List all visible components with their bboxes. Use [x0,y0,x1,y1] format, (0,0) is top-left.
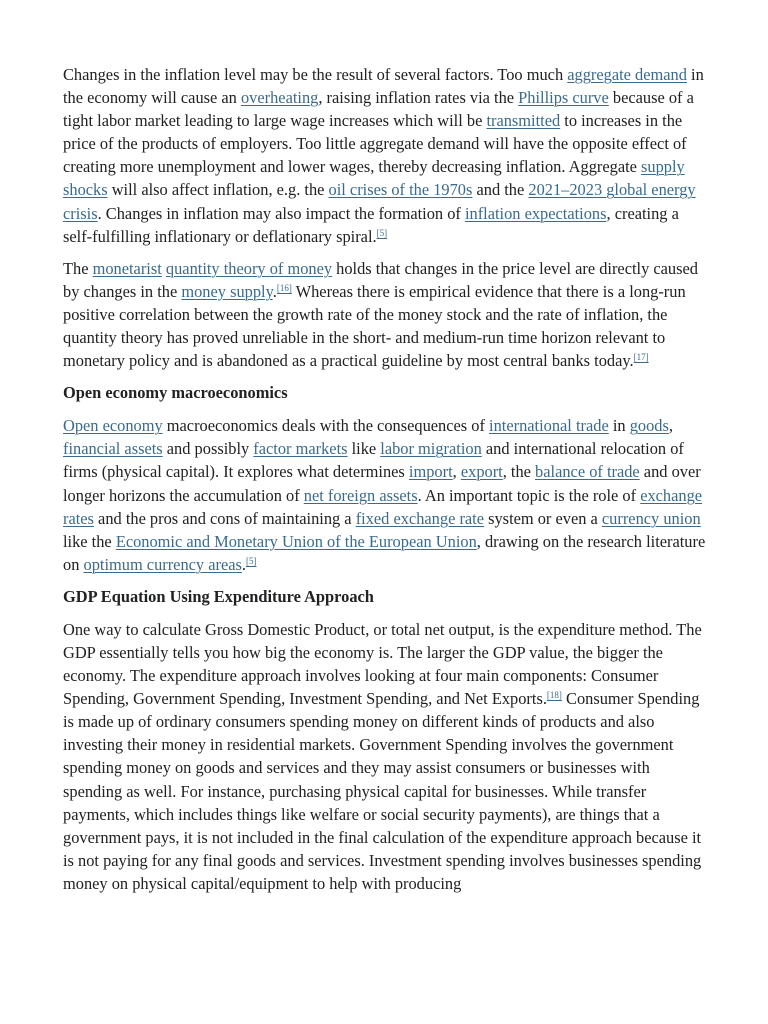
link-net-foreign-assets[interactable]: net foreign assets [303,485,418,505]
link-factor-markets[interactable]: factor markets [253,439,348,459]
link-fixed-exchange-rate[interactable]: fixed exchange rate [355,508,485,528]
citation-ref [377,228,388,238]
link-quantity-theory[interactable]: quantity theory of money [165,258,333,278]
citation-link-5[interactable]: [5] [376,227,388,238]
citation-link-17[interactable]: [17] [633,352,649,363]
link-labor-migration[interactable]: labor migration [380,439,482,459]
link-phillips-curve[interactable]: Phillips curve [518,88,609,108]
citation-ref [634,352,649,362]
citation-link-18[interactable]: [18] [546,690,562,701]
link-oil-crises[interactable]: oil crises of the 1970s [328,180,473,200]
link-emu[interactable]: Economic and Monetary Union of the European Union [115,531,477,551]
section-heading-gdp-equation: GDP Equation Using Expenditure Approach [63,586,374,606]
link-exchange-rates[interactable]: exchange rates [63,485,703,528]
paragraph-gdp-expenditure: One way to calculate Gross Domestic Product, or total net output, is the expenditure method. The GDP essentially tells you how big the economy is. The larger the GDP value, the bigger the economy. The expenditure approach involves looking at four main components: Consumer Spending, Government Spending, Investment Spending, and Net Exports.[18] Consumer Spending is made up of ordinary consumers spending money on different kinds of products and also investing their money in residential markets. Government Spending involves the government spending money on goods and services and they may assist consumers or businesses with spending as well. For instance, purchasing physical capital for businesses. While transfer payments, which includes things like welfare or social security payments), are things that a government pays, it is not included in the final calculation of the expenditure approach because it is not paying for any final goods and services. Investment spending involves businesses spending money on physical capital/equipment to help with producing [63,619,702,893]
link-money-supply[interactable]: money supply [181,281,273,301]
section-heading-open-economy: Open economy macroeconomics [63,383,288,403]
link-import[interactable]: import [408,462,453,482]
link-supply-shocks[interactable]: supply shocks [63,157,685,200]
link-inflation-expectations[interactable]: inflation expectations [464,203,607,223]
citation-link-16[interactable]: [16] [276,282,292,293]
link-balance-of-trade[interactable]: balance of trade [535,462,640,482]
citation-link-5b[interactable]: [5] [246,555,257,566]
link-open-economy[interactable]: Open economy [63,416,163,436]
link-goods[interactable]: goods [629,416,669,436]
link-energy-crisis[interactable]: 2021–2023 global energy crisis [63,180,696,223]
paragraph-monetarist: The monetarist quantity theory of money holds that changes in the price level are directly caused by changes in the money supply.[16] Whereas there is empirical evidence that there is a long-run positive correlation between the growth rate of the money stock and the rate of inflation, the quantity theory has proved unreliable in the short- and medium-run time horizon relevant to monetary policy and is abandoned as a practical guideline by most central banks today.[17] [63,258,698,371]
link-financial-assets[interactable]: financial assets [63,439,163,459]
paragraph-inflation-factors: Changes in the inflation level may be the result of several factors. Too much aggregate demand in the economy will cause an overheating, raising inflation rates via the Phillips curve because of a tight labor market leading to large wage increases which will be transmitted to increases in the price of the products of employers. Too little aggregate demand will have the opposite effect of creating more unemployment and lower wages, thereby decreasing inflation. Aggregate supply shocks will also affect inflation, e.g. the oil crises of the 1970s and the 2021–2023 global energy crisis. Changes in inflation may also impact the formation of inflation expectations, creating a self-fulfilling inflationary or deflationary spiral.[5] [63,65,704,246]
citation-ref [277,283,292,293]
citation-ref [246,556,257,566]
link-aggregate-demand[interactable]: aggregate demand [567,65,687,84]
link-export[interactable]: export [460,462,503,482]
paragraph-open-economy: Open economy macroeconomics deals with the consequences of international trade in goods, financial assets and possibly factor markets like labor migration and international relocation of firms (physical capital). It explores what determines import, export, the balance of trade and over longer horizons the accumulation of net foreign assets. An important topic is the role of exchange rates and the pros and cons of maintaining a fixed exchange rate system or even a currency union like the Economic and Monetary Union of the European Union, drawing on the research literature on optimum currency areas.[5] [63,416,706,574]
link-monetarist[interactable]: monetarist [92,258,162,278]
link-overheating[interactable]: overheating [240,88,319,108]
link-optimum-currency-areas[interactable]: optimum currency areas [83,554,242,574]
citation-ref [547,690,562,700]
link-transmitted[interactable]: transmitted [486,111,561,131]
link-currency-union[interactable]: currency union [601,508,701,528]
link-international-trade[interactable]: international trade [489,416,609,436]
